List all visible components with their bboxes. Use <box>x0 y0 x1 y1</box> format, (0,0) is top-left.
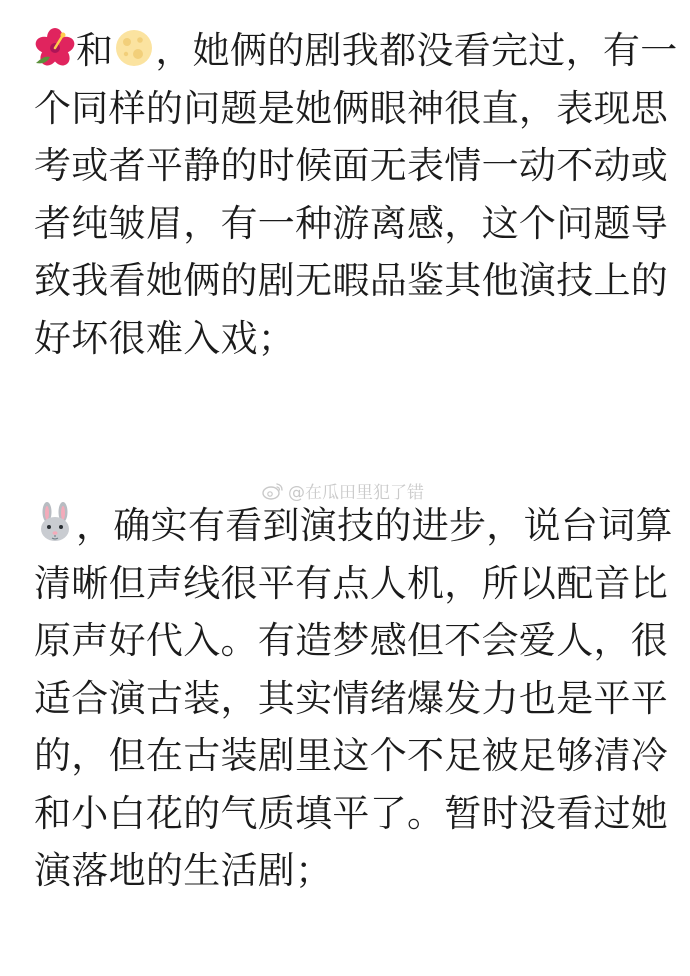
paragraph-2-line-1: ，确实有看到演技的进步，说台词算 <box>34 497 666 555</box>
paragraph-1 <box>34 22 678 367</box>
hibiscus-icon <box>34 27 76 69</box>
paragraph-1-line-6: 好坏很难入戏； <box>34 316 296 360</box>
weibo-watermark <box>262 478 424 503</box>
paragraph-1-line-5: 致我看她俩的剧无暇品鉴其他演技上的 <box>34 259 669 302</box>
paragraph-2-line-6: 和小白花的气质填平了。暂时没看过她 <box>34 791 669 835</box>
paragraph-1-line-1: 和 ，她俩的剧我都没看完过，有一 <box>34 22 666 80</box>
paragraph-1-line-4: 者纯皱眉，有一种游离感，这个问题导 <box>34 201 669 245</box>
rabbit-face-icon <box>34 502 76 544</box>
paragraph-2-line-5: 的，但在古装剧里这个不足被足够清冷 <box>34 734 669 777</box>
paragraph-2 <box>34 497 673 900</box>
watermark-text: @在瓜田里犯了错 <box>288 483 424 503</box>
paragraph-2-line-4: 适合演古装，其实情绪爆发力也是平平 <box>34 676 669 720</box>
paragraph-2-line-2: 清晰但声线很平有点人机，所以配音比 <box>34 561 669 605</box>
full-moon-icon <box>113 27 155 69</box>
paragraph-1-line-2: 个同样的问题是她俩眼神很直，表现思 <box>34 86 669 130</box>
paragraph-2-line-7: 演落地的生活剧； <box>34 849 333 892</box>
paragraph-2-line-3: 原声好代入。有造梦感但不会爱人，很 <box>34 619 669 662</box>
paragraph-1-line-3: 考或者平静的时候面无表情一动不动或 <box>34 144 669 187</box>
document-body <box>34 22 678 900</box>
weibo-icon <box>262 482 284 500</box>
